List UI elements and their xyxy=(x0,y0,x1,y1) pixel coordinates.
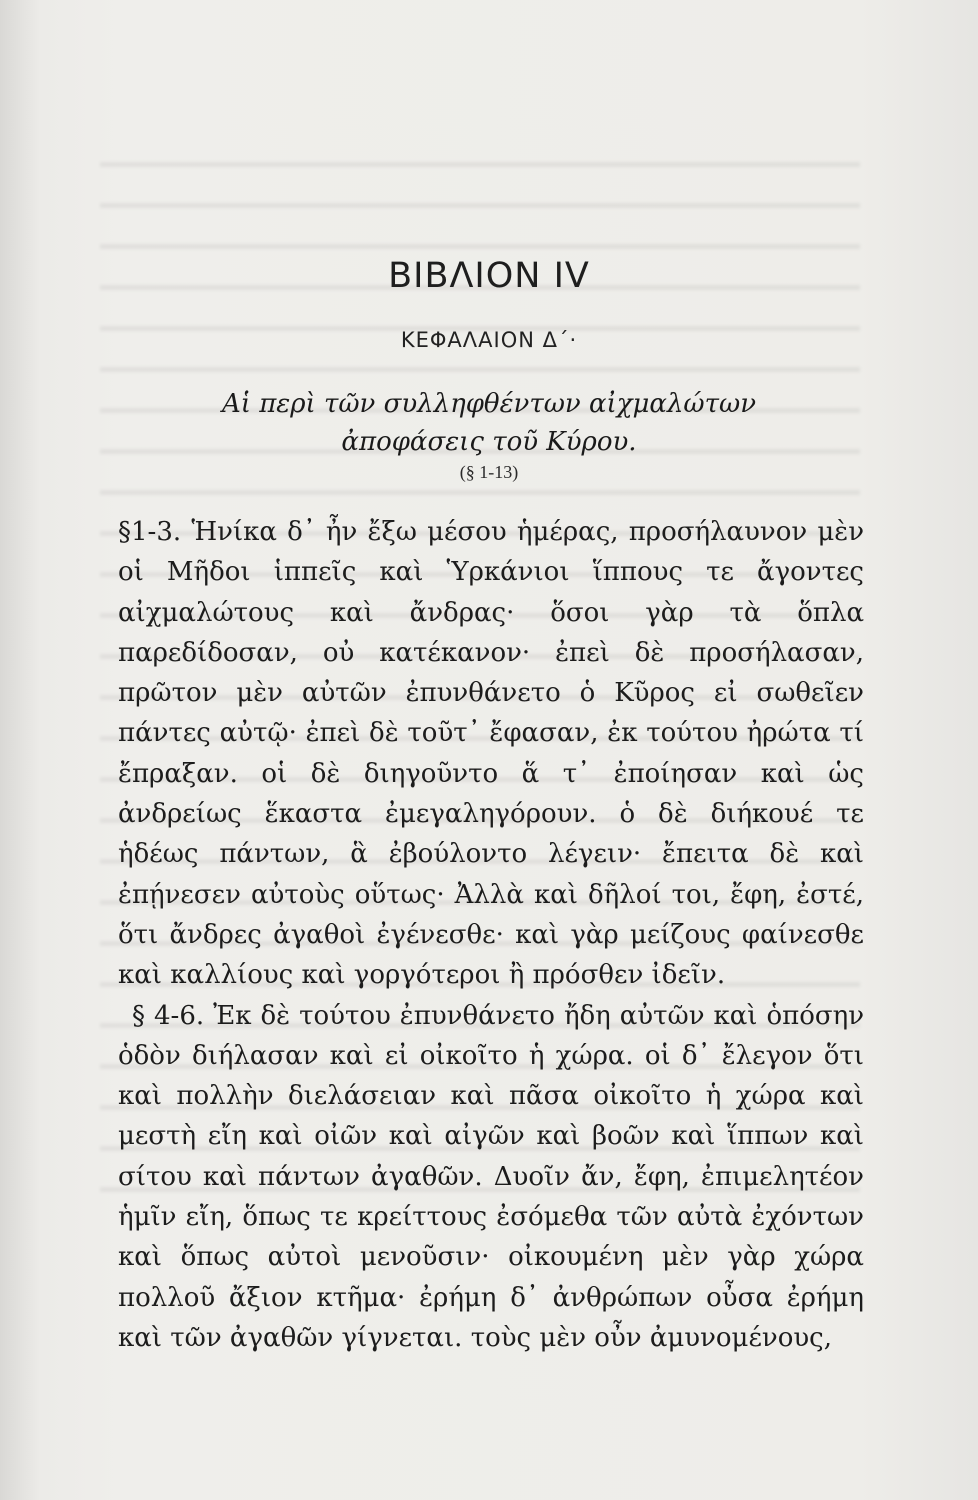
body-text xyxy=(118,512,864,1358)
chapter-heading xyxy=(0,385,978,461)
paragraph-1: §1-3. Ἡνίκα δ᾽ ἦν ἔξω μέσου ἡμέρας, προσήλαυνον μὲν οἱ Μῆδοι ἱππεῖς καὶ Ὑρκάνιοι ἵππους τε ἄγοντες αἰχμαλώτους καὶ ἄνδρας· ὅσοι γὰρ τὰ ὅπλα παρεδίδοσαν, οὐ κατέκανον· ἐπεὶ δὲ προσήλασαν, πρῶτον μὲν αὐτῶν ἐπυνθάνετο ὁ Κῦρος εἰ σωθεῖεν πάντες αὐτῷ· ἐπεὶ δὲ τοῦτ᾽ ἔφασαν, ἐκ τούτου ἠρώτα τί ἔπραξαν. οἱ δὲ διηγοῦντο ἅ τ᾽ ἐποίησαν καὶ ὡς ἀνδρείως ἕκαστα ἐμεγαληγόρουν. ὁ δὲ διήκουέ τε ἡδέως πάντων, ἃ ἐβούλοντο λέγειν· ἔπειτα δὲ καὶ ἐπῄνεσεν αὐτοὺς οὕτως· Ἀλλὰ καὶ δῆλοί τοι, ἔφη, ἐστέ, ὅτι ἄνδρες ἀγαθοὶ ἐγένεσθε· καὶ γὰρ μείζους φαίνεσθε καὶ καλλίους καὶ γοργότεροι ἢ πρόσθεν ἰδεῖν. xyxy=(118,517,864,991)
sections-reference: (§ 1-13) xyxy=(459,462,519,482)
book-title: ΒΙΒΛΙΟΝ IV xyxy=(388,256,590,296)
paragraph-2: § 4-6. Ἐκ δὲ τούτου ἐπυνθάνετο ἤδη αὐτῶν καὶ ὁπόσην ὁδὸν διήλασαν καὶ εἰ οἰκοῖτο ἡ χώρα. οἱ δ᾽ ἔλεγον ὅτι καὶ πολλὴν διελάσειαν καὶ πᾶσα οἰκοῖτο ἡ χώρα καὶ μεστὴ εἴη καὶ οἰῶν καὶ αἰγῶν καὶ βοῶν καὶ ἵππων καὶ σίτου καὶ πάντων ἀγαθῶν. Δυοῖν ἄν, ἔφη, ἐπιμελητέον ἡμῖν εἴη, ὅπως τε κρείττους ἐσόμεθα τῶν αὐτὰ ἐχόντων καὶ ὅπως αὐτοὶ μενοῦσιν· οἰκουμένη μὲν γὰρ χώρα πολλοῦ ἄξιον κτῆμα· ἐρήμη δ᾽ ἀνθρώπων οὖσα ἐρήμη καὶ τῶν ἀγαθῶν γίγνεται. τοὺς μὲν οὖν ἀμυνομένους, xyxy=(118,1000,864,1353)
heading-line-1: Αἱ περὶ τῶν συλληφθέντων αἰχμαλώτων xyxy=(221,389,757,419)
chapter-title: ΚΕΦΑΛΑΙΟΝ Δ΄· xyxy=(400,328,578,352)
heading-line-2: ἀποφάσεις τοῦ Κύρου. xyxy=(341,427,637,457)
